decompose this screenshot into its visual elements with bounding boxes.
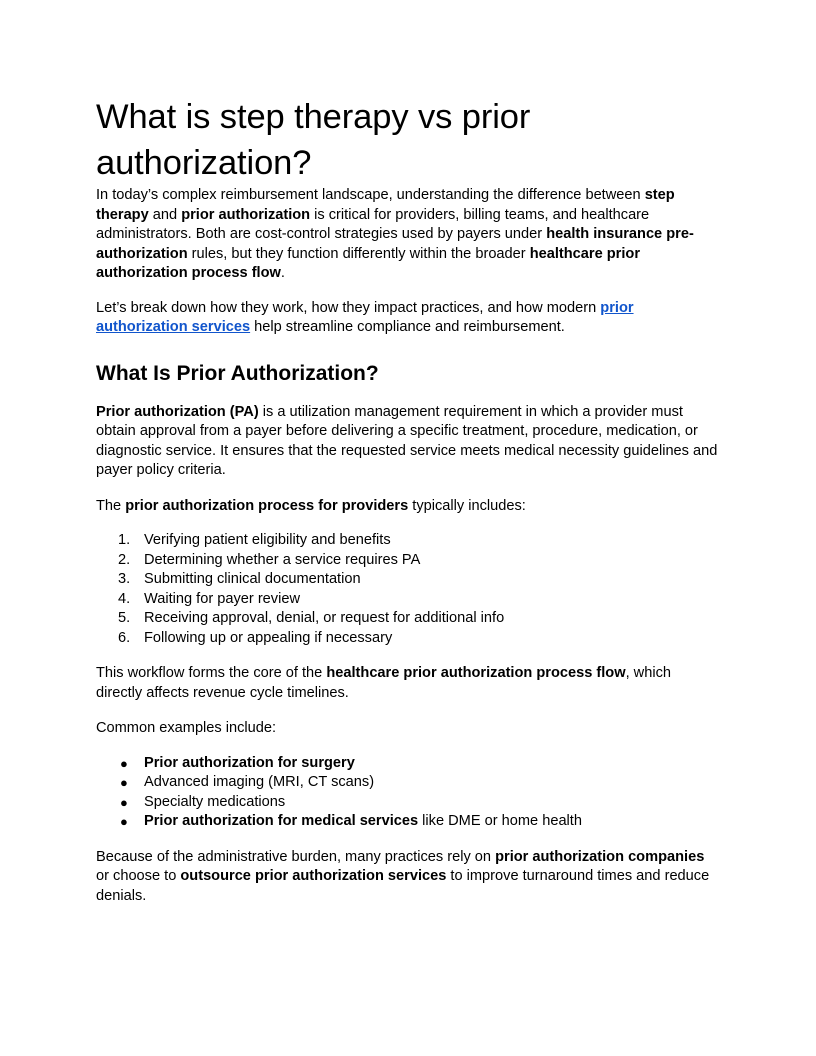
- section-paragraph-5: [96, 848, 721, 907]
- list-item-text: [144, 755, 355, 771]
- text-run: or choose to: [96, 868, 181, 884]
- text-run: typically includes:: [408, 497, 526, 514]
- list-item: [96, 629, 721, 649]
- bullet-icon: ●: [120, 775, 128, 790]
- bold-text: Prior authorization (PA): [96, 403, 259, 420]
- text-run: is a utilization management requirement in which a provider must obtain approval from a payer before delivering a specific treatment, procedure, medication, or diagnostic service. It ensures that the requested service meets medical necessity guidelines and payer policy criteria.: [96, 403, 718, 478]
- list-item-text: Receiving approval, denial, or request for additional info: [144, 610, 505, 626]
- text-run: Specialty medications: [144, 793, 286, 810]
- text-run: rules, but they function differently within the broader: [187, 245, 530, 262]
- section-paragraph-3: [96, 664, 721, 703]
- list-number: 6.: [118, 629, 131, 646]
- bold-text: step therapy: [96, 187, 675, 223]
- bold-text: prior authorization: [181, 206, 311, 223]
- bullet-icon: ●: [120, 794, 128, 810]
- text-run: is critical for providers, billing teams, and healthcare administrators. Both are cost-control strategies used by payers under: [96, 206, 650, 242]
- list-item: [96, 609, 721, 629]
- text-run: The: [96, 497, 126, 514]
- list-item-text: [144, 794, 285, 810]
- bold-text: prior authorization companies: [495, 848, 705, 865]
- text-run: Let’s break down how they work, how they impact practices, and how modern: [96, 299, 601, 316]
- section-paragraph-2: [96, 497, 721, 517]
- bullet-icon: ●: [120, 814, 128, 829]
- list-number: 4.: [118, 590, 131, 607]
- list-item-text: Verifying patient eligibility and benefits: [144, 532, 391, 548]
- text-run: This workflow forms the core of the: [96, 665, 327, 681]
- list-item: [96, 570, 721, 590]
- list-item: [96, 551, 721, 571]
- list-number: 3.: [118, 571, 131, 587]
- list-item-text: Submitting clinical documentation: [144, 571, 361, 587]
- document-body: [96, 94, 721, 906]
- list-number: 5.: [118, 610, 131, 626]
- list-item: [96, 754, 721, 774]
- text-run: Advanced imaging (MRI, CT scans): [144, 774, 375, 790]
- text-run: .: [280, 265, 285, 281]
- list-item: [96, 793, 721, 813]
- bold-text: health insurance pre-authorization: [96, 226, 694, 262]
- bold-text: healthcare prior authorization process flow: [326, 665, 626, 681]
- list-item: [96, 531, 721, 551]
- text-run: In today’s complex reimbursement landscape, understanding the difference between: [96, 187, 645, 203]
- bold-text: healthcare prior authorization process flow: [96, 245, 641, 281]
- list-item-text: Following up or appealing if necessary: [144, 629, 393, 646]
- list-item-text: [144, 813, 582, 829]
- text-run: to improve turnaround times and reduce denials.: [96, 868, 710, 904]
- text-run: , which directly affects revenue cycle timelines.: [96, 665, 671, 701]
- list-item-text: [144, 774, 374, 790]
- bold-text: outsource prior authorization services: [180, 868, 447, 884]
- text-run: like DME or home health: [418, 813, 582, 829]
- list-item: [96, 812, 721, 832]
- list-item: [96, 590, 721, 610]
- section-paragraph-4: Common examples include:: [96, 720, 277, 736]
- list-item-text: Determining whether a service requires PA: [144, 551, 421, 568]
- examples-list: [96, 754, 721, 832]
- bullet-icon: ●: [120, 755, 128, 771]
- inline-link[interactable]: prior authorization services: [96, 299, 634, 335]
- text-run: Because of the administrative burden, many practices rely on: [96, 848, 496, 865]
- section-paragraph-1: [96, 403, 721, 481]
- steps-list: [96, 531, 721, 648]
- section-heading: What Is Prior Authorization?: [96, 361, 379, 385]
- text-run: and: [148, 206, 182, 223]
- bold-text: Prior authorization for surgery: [144, 754, 355, 771]
- bold-text: prior authorization process for providers: [125, 497, 409, 514]
- intro-paragraph-2: [96, 299, 721, 338]
- list-item: [96, 773, 721, 793]
- list-number: 2.: [118, 551, 131, 568]
- text-run: help streamline compliance and reimbursement.: [250, 319, 565, 335]
- list-number: 1.: [118, 532, 131, 548]
- page-title: What is step therapy vs prior authorization?: [96, 98, 531, 182]
- intro-paragraph-1: [96, 186, 721, 284]
- bold-text: Prior authorization for medical services: [144, 813, 419, 829]
- list-item-text: Waiting for payer review: [144, 590, 300, 607]
